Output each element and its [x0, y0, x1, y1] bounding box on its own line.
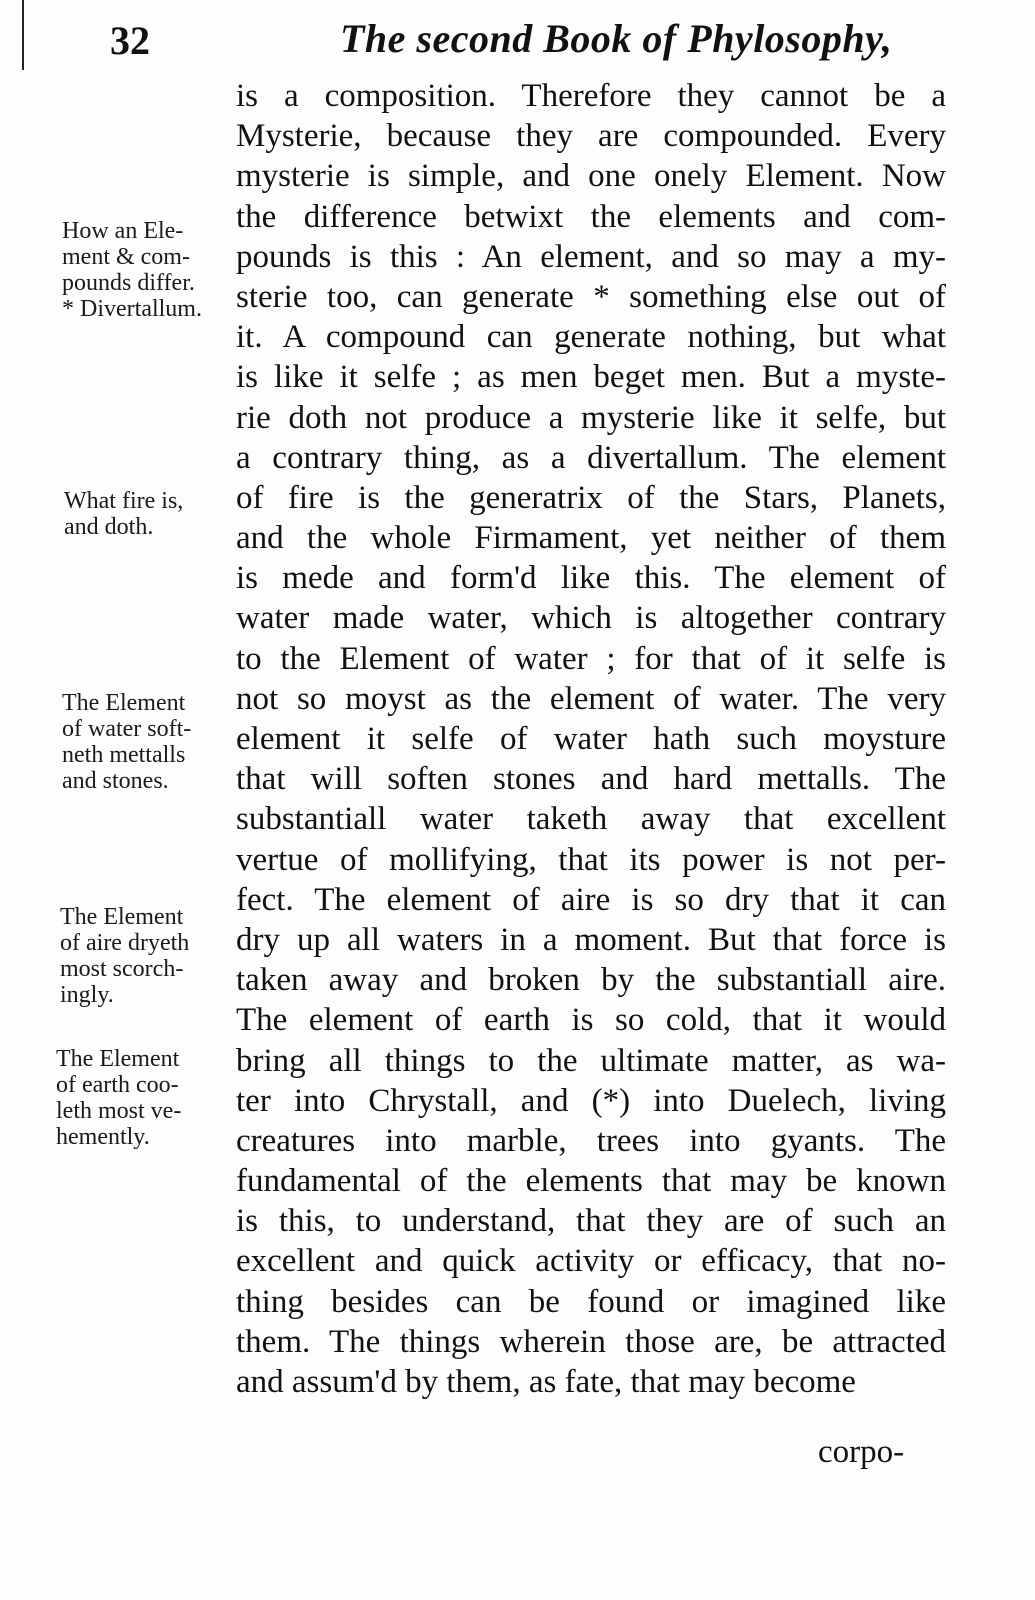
margin-note-line: leth most ve-	[56, 1098, 182, 1124]
margin-note-line: and doth.	[64, 514, 154, 540]
text-line: substantiall water taketh away that excellent	[236, 801, 946, 838]
text-line: sterie too, can generate * something else out of	[236, 278, 946, 315]
margin-note-earth	[56, 1046, 238, 1150]
text-line: element it selfe of water hath such moysture	[236, 721, 946, 757]
text-line: of fire is the generatrix of the Stars, Planets,	[236, 479, 946, 516]
margin-note-aire	[60, 904, 242, 1008]
text-line: rie doth not produce a mysterie like it selfe, but	[236, 399, 946, 436]
text-line: is like it selfe ; as men beget men. But a myste-	[236, 359, 946, 396]
text-line: excellent and quick activity or efficacy, that no-	[236, 1243, 946, 1280]
text-line: bring all things to the ultimate matter, as wa-	[236, 1042, 946, 1079]
text-line: is mede and form'd like this. The element of	[236, 560, 946, 597]
text-line: mysterie is simple, and one onely Element. Now	[236, 158, 946, 195]
running-title: The second Book of Phylosophy,	[340, 16, 893, 61]
text-line: creatures into marble, trees into gyants. The	[236, 1122, 946, 1159]
text-line: The element of earth is so cold, that it would	[236, 1002, 946, 1039]
margin-note-line: ingly.	[60, 982, 114, 1008]
margin-note-line: The Element	[62, 690, 186, 716]
margin-note-line: How an Ele-	[62, 218, 184, 244]
text-line: taken away and broken by the substantiall aire.	[236, 962, 946, 999]
margin-note-line: * Divertallum.	[62, 296, 202, 322]
margin-note-line: of aire dryeth	[60, 930, 190, 956]
margin-note-line: of earth coo-	[56, 1072, 179, 1098]
margin-note-line: The Element	[60, 904, 184, 930]
text-line: it. A compound can generate nothing, but what	[236, 319, 946, 356]
page-edge-rule	[22, 0, 24, 70]
text-line: fundamental of the elements that may be known	[236, 1163, 946, 1200]
margin-note-line: of water soft-	[62, 716, 192, 742]
margin-note-line: What fire is,	[64, 488, 184, 514]
text-line: a contrary thing, as a divertallum. The element	[236, 439, 946, 476]
margin-note-line: and stones.	[62, 768, 169, 794]
margin-note-elements-compounds	[62, 218, 244, 322]
text-line: is a composition. Therefore they cannot be a	[236, 78, 946, 114]
text-line: ter into Chrystall, and (*) into Duelech, living	[236, 1082, 946, 1119]
margin-note-line: hemently.	[56, 1124, 150, 1150]
text-line: to the Element of water ; for that of it selfe is	[236, 640, 946, 677]
margin-note-line: ment & com-	[62, 244, 190, 270]
catchword: corpo-	[818, 1434, 905, 1470]
text-line: fect. The element of aire is so dry that it can	[236, 881, 946, 918]
text-line: Mysterie, because they are compounded. Every	[236, 118, 946, 155]
text-line: and assum'd by them, as fate, that may become	[236, 1364, 856, 1400]
text-line: is this, to understand, that they are of such an	[236, 1203, 946, 1240]
text-line: water made water, which is altogether contrary	[236, 600, 946, 637]
page-number: 32	[110, 18, 150, 63]
text-line: thing besides can be found or imagined like	[236, 1283, 946, 1320]
text-line: dry up all waters in a moment. But that force is	[236, 921, 946, 958]
margin-note-line: pounds differ.	[62, 270, 195, 296]
text-line: the difference betwixt the elements and com-	[236, 198, 946, 235]
text-line: and the whole Firmament, yet neither of them	[236, 520, 946, 557]
text-line: vertue of mollifying, that its power is not per-	[236, 841, 946, 878]
body-text	[236, 76, 946, 1402]
margin-note-fire	[64, 488, 246, 540]
text-line: pounds is this : An element, and so may a my-	[236, 238, 946, 275]
text-line: them. The things wherein those are, be attracted	[236, 1323, 946, 1360]
text-line: that will soften stones and hard mettalls. The	[236, 761, 946, 798]
margin-note-line: most scorch-	[60, 956, 184, 982]
margin-note-line: neth mettalls	[62, 742, 186, 768]
margin-note-line: The Element	[56, 1046, 180, 1072]
text-line: not so moyst as the element of water. The very	[236, 680, 946, 717]
margin-note-water	[62, 690, 244, 794]
